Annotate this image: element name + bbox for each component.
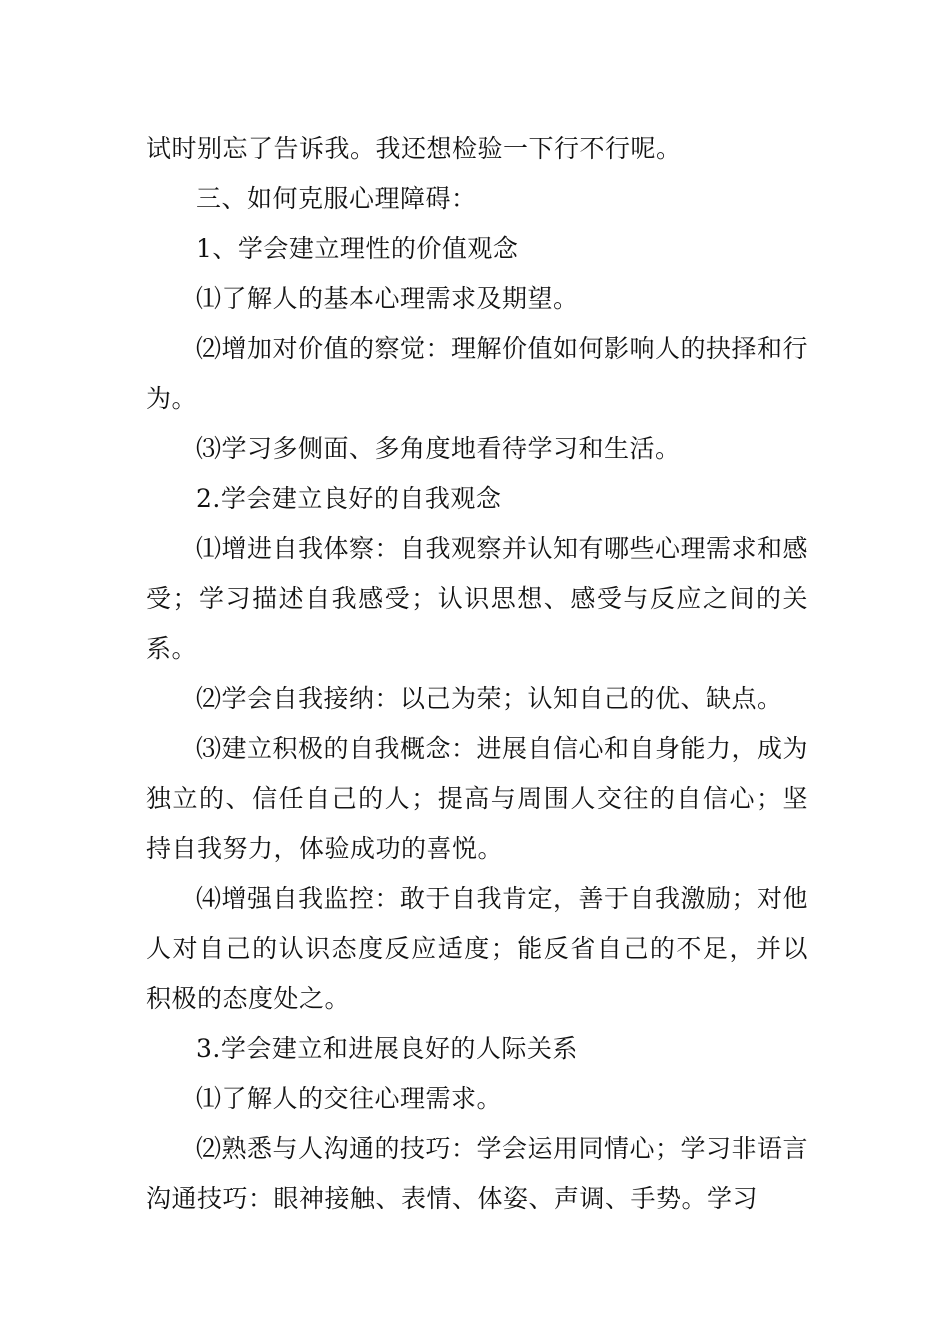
subheading-interpersonal: 3.学会建立和进展良好的人际关系 xyxy=(196,1034,578,1063)
list-item: ⑴了解人的基本心理需求及期望。 xyxy=(196,284,579,313)
subheading-rational-values: 1、学会建立理性的价值观念 xyxy=(196,234,519,263)
list-item: ⑷增强自我监控：敢于自我肯定，善于自我激励；对他人对自己的认识态度反应适度；能反省自己的不足，并以积极的态度处之。 xyxy=(146,884,809,1013)
subheading-self-concept: 2.学会建立良好的自我观念 xyxy=(196,484,502,513)
document-body xyxy=(146,124,808,1224)
list-item: ⑵增加对价值的察觉：理解价值如何影响人的抉择和行为。 xyxy=(146,334,809,413)
list-item: ⑶学习多侧面、多角度地看待学习和生活。 xyxy=(196,434,681,463)
section-heading-overcome-barriers: 三、如何克服心理障碍： xyxy=(196,184,477,213)
list-item: ⑵熟悉与人沟通的技巧：学会运用同情心；学习非语言沟通技巧：眼神接触、表情、体姿、声调、手势。学习 xyxy=(146,1134,809,1213)
paragraph-continuation: 试时别忘了告诉我。我还想检验一下行不行呢。 xyxy=(146,134,682,163)
list-item: ⑴增进自我体察：自我观察并认知有哪些心理需求和感受；学习描述自我感受；认识思想、感受与反应之间的关系。 xyxy=(146,534,809,663)
list-item: ⑶建立积极的自我概念：进展自信心和自身能力，成为独立的、信任自己的人；提高与周围人交往的自信心；坚持自我努力，体验成功的喜悦。 xyxy=(146,734,809,863)
list-item: ⑵学会自我接纳：以己为荣；认知自己的优、缺点。 xyxy=(196,684,783,713)
list-item: ⑴了解人的交往心理需求。 xyxy=(196,1084,503,1113)
